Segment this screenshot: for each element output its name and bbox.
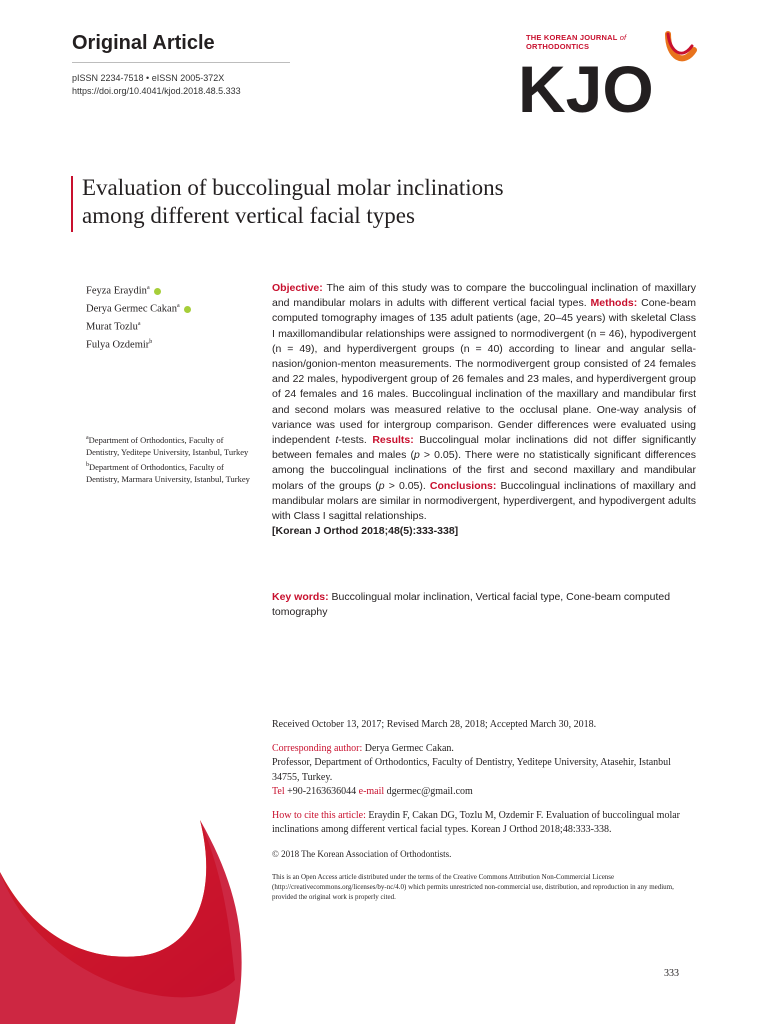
- author: Fulya Ozdemir$^b$: [86, 339, 153, 351]
- license-text: This is an Open Access article distributed under the terms of the Creative Commons Attribution Non-Commercial License (http://creativecommons.org/licenses/by-nc/4.0) which permits unrestricted non-commercial use, distribution, and reproduction in any medium, provided the original work is properly cited.: [272, 872, 674, 901]
- how-to-cite: How to cite this article: Eraydin F, Cakan DG, Tozlu M, Ozdemir F. Evaluation of buccolingual molar inclinations among different vertical facial types. Korean J Orthod 2018;48:333-338.: [272, 810, 680, 836]
- copyright: © 2018 The Korean Association of Orthodontists.: [272, 849, 452, 860]
- journal-line1: THE KOREAN JOURNAL: [526, 33, 618, 42]
- orcid-icon[interactable]: [184, 306, 191, 313]
- keywords-label: Key words:: [272, 591, 329, 603]
- author: Derya Germec Cakan$^a$: [86, 299, 191, 317]
- conclusions-label: Conclusions:: [429, 479, 497, 492]
- journal-of: of: [619, 33, 627, 42]
- methods-label: Methods:: [590, 297, 638, 310]
- journal-line2: ORTHODONTICS: [526, 42, 590, 51]
- header-divider: [72, 62, 290, 63]
- affiliation: $^a$Department of Orthodontics, Faculty of Dentistry, Yeditepe University, Istanbul, Turkey: [86, 434, 249, 458]
- email-link[interactable]: dgermec@gmail.com: [384, 785, 473, 797]
- affiliation-list: [86, 432, 256, 486]
- author: Feyza Eraydin$^a$: [86, 281, 191, 299]
- title-line: Evaluation of buccolingual molar inclinations: [82, 175, 504, 200]
- article-type: Original Article: [72, 32, 215, 54]
- article-title: [82, 174, 642, 230]
- received-dates: Received October 13, 2017; Revised March 28, 2018; Accepted March 30, 2018.: [272, 719, 597, 730]
- title-accent-bar: [71, 176, 73, 232]
- decorative-swoosh: [0, 780, 260, 1024]
- objective-label: Objective:: [272, 282, 323, 294]
- doi-link[interactable]: https://doi.org/10.4041/kjod.2018.48.5.333: [72, 86, 241, 96]
- page-number: 333: [664, 968, 679, 979]
- keywords: Key words: Buccolingual molar inclination, Vertical facial type, Cone-beam computed tomography: [272, 591, 671, 619]
- author-list: [86, 281, 191, 353]
- author: Murat Tozlu$^a$: [86, 321, 141, 333]
- logo-text: KJO: [518, 52, 654, 122]
- corresponding-author: Corresponding author: Derya Germec Cakan. Professor, Department of Orthodontics, Faculty of Dentistry, Yeditepe University, Atasehir, Istanbul 34755, Turkey. Tel +90-2163636044 e-mail dgermec@gmail.com: [272, 743, 671, 797]
- orcid-icon[interactable]: [154, 288, 161, 295]
- issn-block: [72, 72, 241, 98]
- issn: pISSN 2234-7518 • eISSN 2005-372X: [72, 73, 225, 83]
- journal-name: [526, 33, 626, 51]
- results-label: Results:: [372, 434, 414, 447]
- article-info: [272, 718, 696, 912]
- journal-citation: [Korean J Orthod 2018;48(5):333-338]: [272, 525, 459, 538]
- affiliation: $^b$Department of Orthodontics, Faculty of Dentistry, Marmara University, Istanbul, Turkey: [86, 461, 250, 485]
- abstract: Objective: The aim of this study was to compare the buccolingual inclination of maxillary and mandibular molars in adults with different vertical facial types. Methods: Cone-beam computed tomography images of 135 adult patients (age, 20–45 years) with skeletal Class I maxillomandibular relationships were assigned to normodivergent (n = 46), hypodivergent (n = 49), and hyperdivergent groups (n = 40) according to linear and angular sella-nasion/gonion-menton measurements. The normodivergent group consisted of 24 females and 22 males, hypodivergent group of 26 females and 23 males, and hyperdivergent group of 24 females and 16 males. Buccolingual inclination of the maxillary and mandibular first and second molars was measured relative to the occlusal plane. One-way analysis of variance was used for intergroup comparison. Gender differences were evaluated using independent t-tests. Results: Buccolingual molar inclinations did not differ significantly between females and males (p > 0.05). There were no statistically significant differences among the buccolingual inclinations of the first and second maxillary and mandibular molars of the groups (p > 0.05). Conclusions: Buccolingual inclinations of maxillary and mandibular molars are similar in normodivergent, hyperdivergent, and hypodivergent adults with Class I sagittal relationships. [Korean J Orthod 2018;48(5):333-338]: [272, 281, 696, 539]
- title-line: among different vertical facial types: [82, 203, 415, 228]
